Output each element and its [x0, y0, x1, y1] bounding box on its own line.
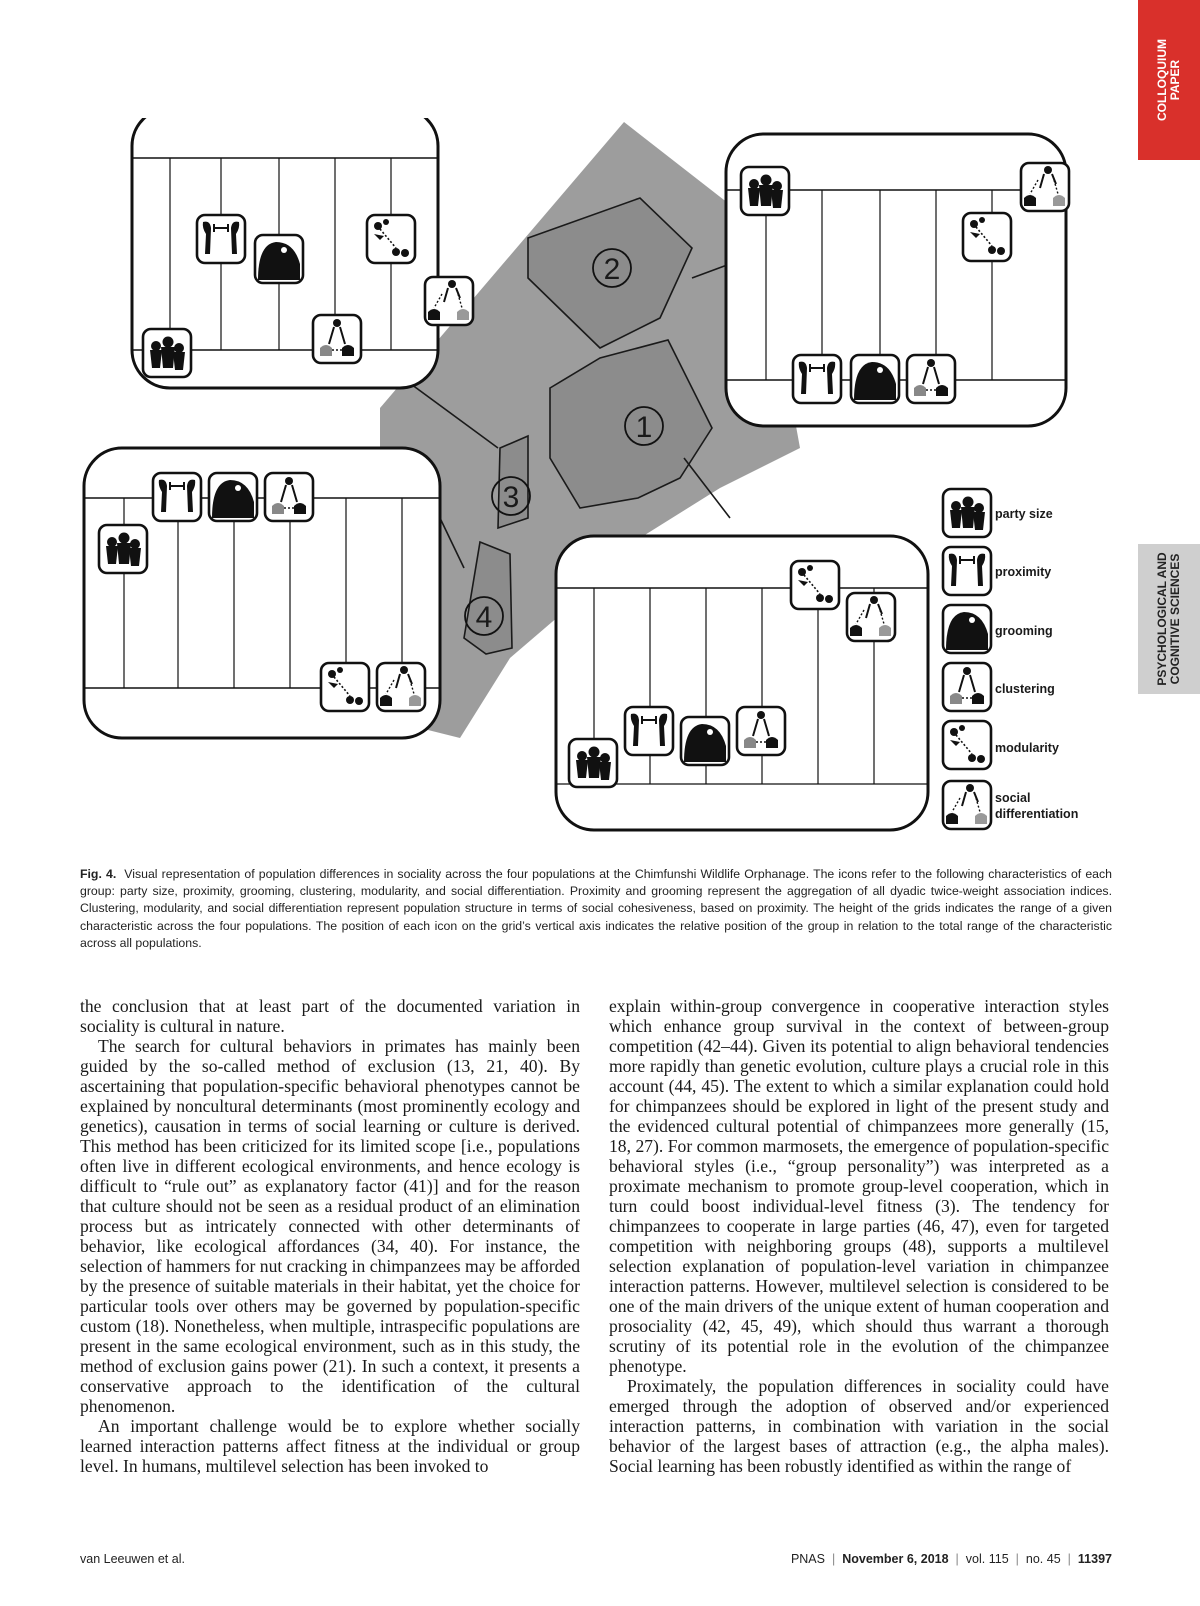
legend-label-grooming: grooming: [995, 624, 1053, 638]
legend-label-proximity: proximity: [995, 565, 1052, 579]
legend-label-differentiation: differentiation: [995, 807, 1079, 821]
page-footer: [80, 1552, 1112, 1572]
legend-label-social: social: [995, 791, 1031, 805]
svg-text:4: 4: [475, 601, 493, 634]
body-column-left: [80, 996, 580, 1476]
paragraph: explain within-group convergence in cooperative interaction styles which enhance group survival in the context of between-group competition (42–44). Given its potential to align behavioral tendencies more rapidly than genetic evolution, culture plays a crucial role in this account (44, 45). The extent to which a similar explanation could hold for chimpanzees should be explored in light of the present study and the evidenced cultural potential of chimpanzees more generally (15, 18, 27). For common marmosets, the emergence of population-specific behavioral styles (i.e., “group personality”) was interpreted as a proximate mechanism to promote group-level cooperation, which in turn could boost individual-level fitness (3). The tendency for chimpanzees to cooperate in large parties (46, 47), even for targeted competition with neighboring groups (48), supports a multilevel selection explanation of population-level variation in chimpanzee interaction patterns. However, multilevel selection is considered to be one of the main drivers of the unique extent of human cooperation and prosociality (42, 45, 49), which should thus warrant a thorough scrutiny of its potential role in the evolution of the chimpanzee phenotype.: [609, 996, 1109, 1376]
footer-date: November 6, 2018: [842, 1552, 949, 1566]
footer-page-number: 11397: [1077, 1552, 1112, 1566]
footer-journal: PNAS: [790, 1552, 825, 1566]
paragraph: the conclusion that at least part of the documented variation in sociality is cultural in nature.: [80, 996, 580, 1036]
figure-label: Fig. 4.: [80, 867, 117, 881]
svg-text:1: 1: [635, 411, 653, 444]
paragraph: Proximately, the population differences in sociality could have emerged through the adoption of observed and/or experienced interaction patterns, in combination with variation in the social behavior of the largest bases of attraction (e.g., the alpha males). Social learning has been robustly identified as within the range of: [609, 1376, 1109, 1476]
legend-label-modularity: modularity: [995, 741, 1059, 755]
svg-text:3: 3: [502, 481, 520, 514]
footer-citation: PNAS | November 6, 2018 | vol. 115 | no. 45 | 11397: [790, 1552, 1112, 1566]
paragraph: The search for cultural behaviors in primates has mainly been guided by the so-called method of exclusion (13, 21, 40). By ascertaining that population-specific behavioral phenotypes cannot be explained by noncultural determinants (most prominently ecology and genetics), causation in terms of social learning or culture is derived. This method has been criticized for its limited scope [i.e., populations often live in different ecological environments, and hence ecology is difficult to “rule out” as explanatory factor (41)] and for the reason that culture should not be seen as a residual product of an elimination process but as intricately connected with other determinants of behavior, like ecological affordances (34, 40). For instance, the selection of hammers for nut cracking in chimpanzees may be afforded by the presence of suitable materials in their habitat, yet the choice for particular tools over others may be governed by population-specific custom (18). Nonetheless, when multiple, intraspecific populations are present in the same ecological environment, such as in this study, the method of exclusion gains power (21). In such a context, it presents a conservative approach to the identification of the cultural phenomenon.: [80, 1036, 580, 1416]
paragraph: An important challenge would be to explore whether socially learned interaction patterns affect fitness at the individual or group level. In humans, multilevel selection has been invoked to: [80, 1416, 580, 1476]
legend-label-party-size: party size: [995, 507, 1053, 521]
figure-caption: [80, 866, 1112, 952]
footer-issue: no. 45: [1025, 1552, 1061, 1566]
grid-panel-middle-left: [84, 448, 440, 738]
grid-panel-top-right: [726, 134, 1069, 426]
grid-panel-top-left: [132, 118, 473, 388]
caption-text: Visual representation of population differences in sociality across the four populations at the Chimfunshi Wildlife Orphanage. The icons refer to the following characteristics of each group: party size, proximity, grooming, clustering, modularity, and social differentiation. Proximity and grooming represent the aggregation of all dyadic twice-weight association indices. Clustering, modularity, and social differentiation represent population structure in terms of social cohesiveness, based on proximity. The height of the grids indicates the range of a given characteristic across the four populations. The position of each icon on the grid’s vertical axis indicates the relative position of the group in relation to the total range of the characteristic across all populations.: [80, 867, 1112, 950]
figure-4: [80, 118, 1120, 858]
figure-legend: [943, 489, 1078, 829]
svg-text:2: 2: [603, 253, 621, 286]
grid-panel-bottom-right: [556, 536, 928, 830]
section-label: PSYCHOLOGICAL AND COGNITIVE SCIENCES: [1155, 552, 1182, 686]
colloquium-paper-tab: [1138, 0, 1200, 160]
footer-authors: van Leeuwen et al.: [80, 1552, 185, 1566]
legend-label-clustering: clustering: [995, 682, 1055, 696]
colloquium-paper-label: COLLOQUIUM PAPER: [1155, 39, 1182, 121]
body-column-right: [609, 996, 1109, 1476]
section-tab: [1138, 544, 1200, 694]
footer-volume: vol. 115: [965, 1552, 1009, 1566]
